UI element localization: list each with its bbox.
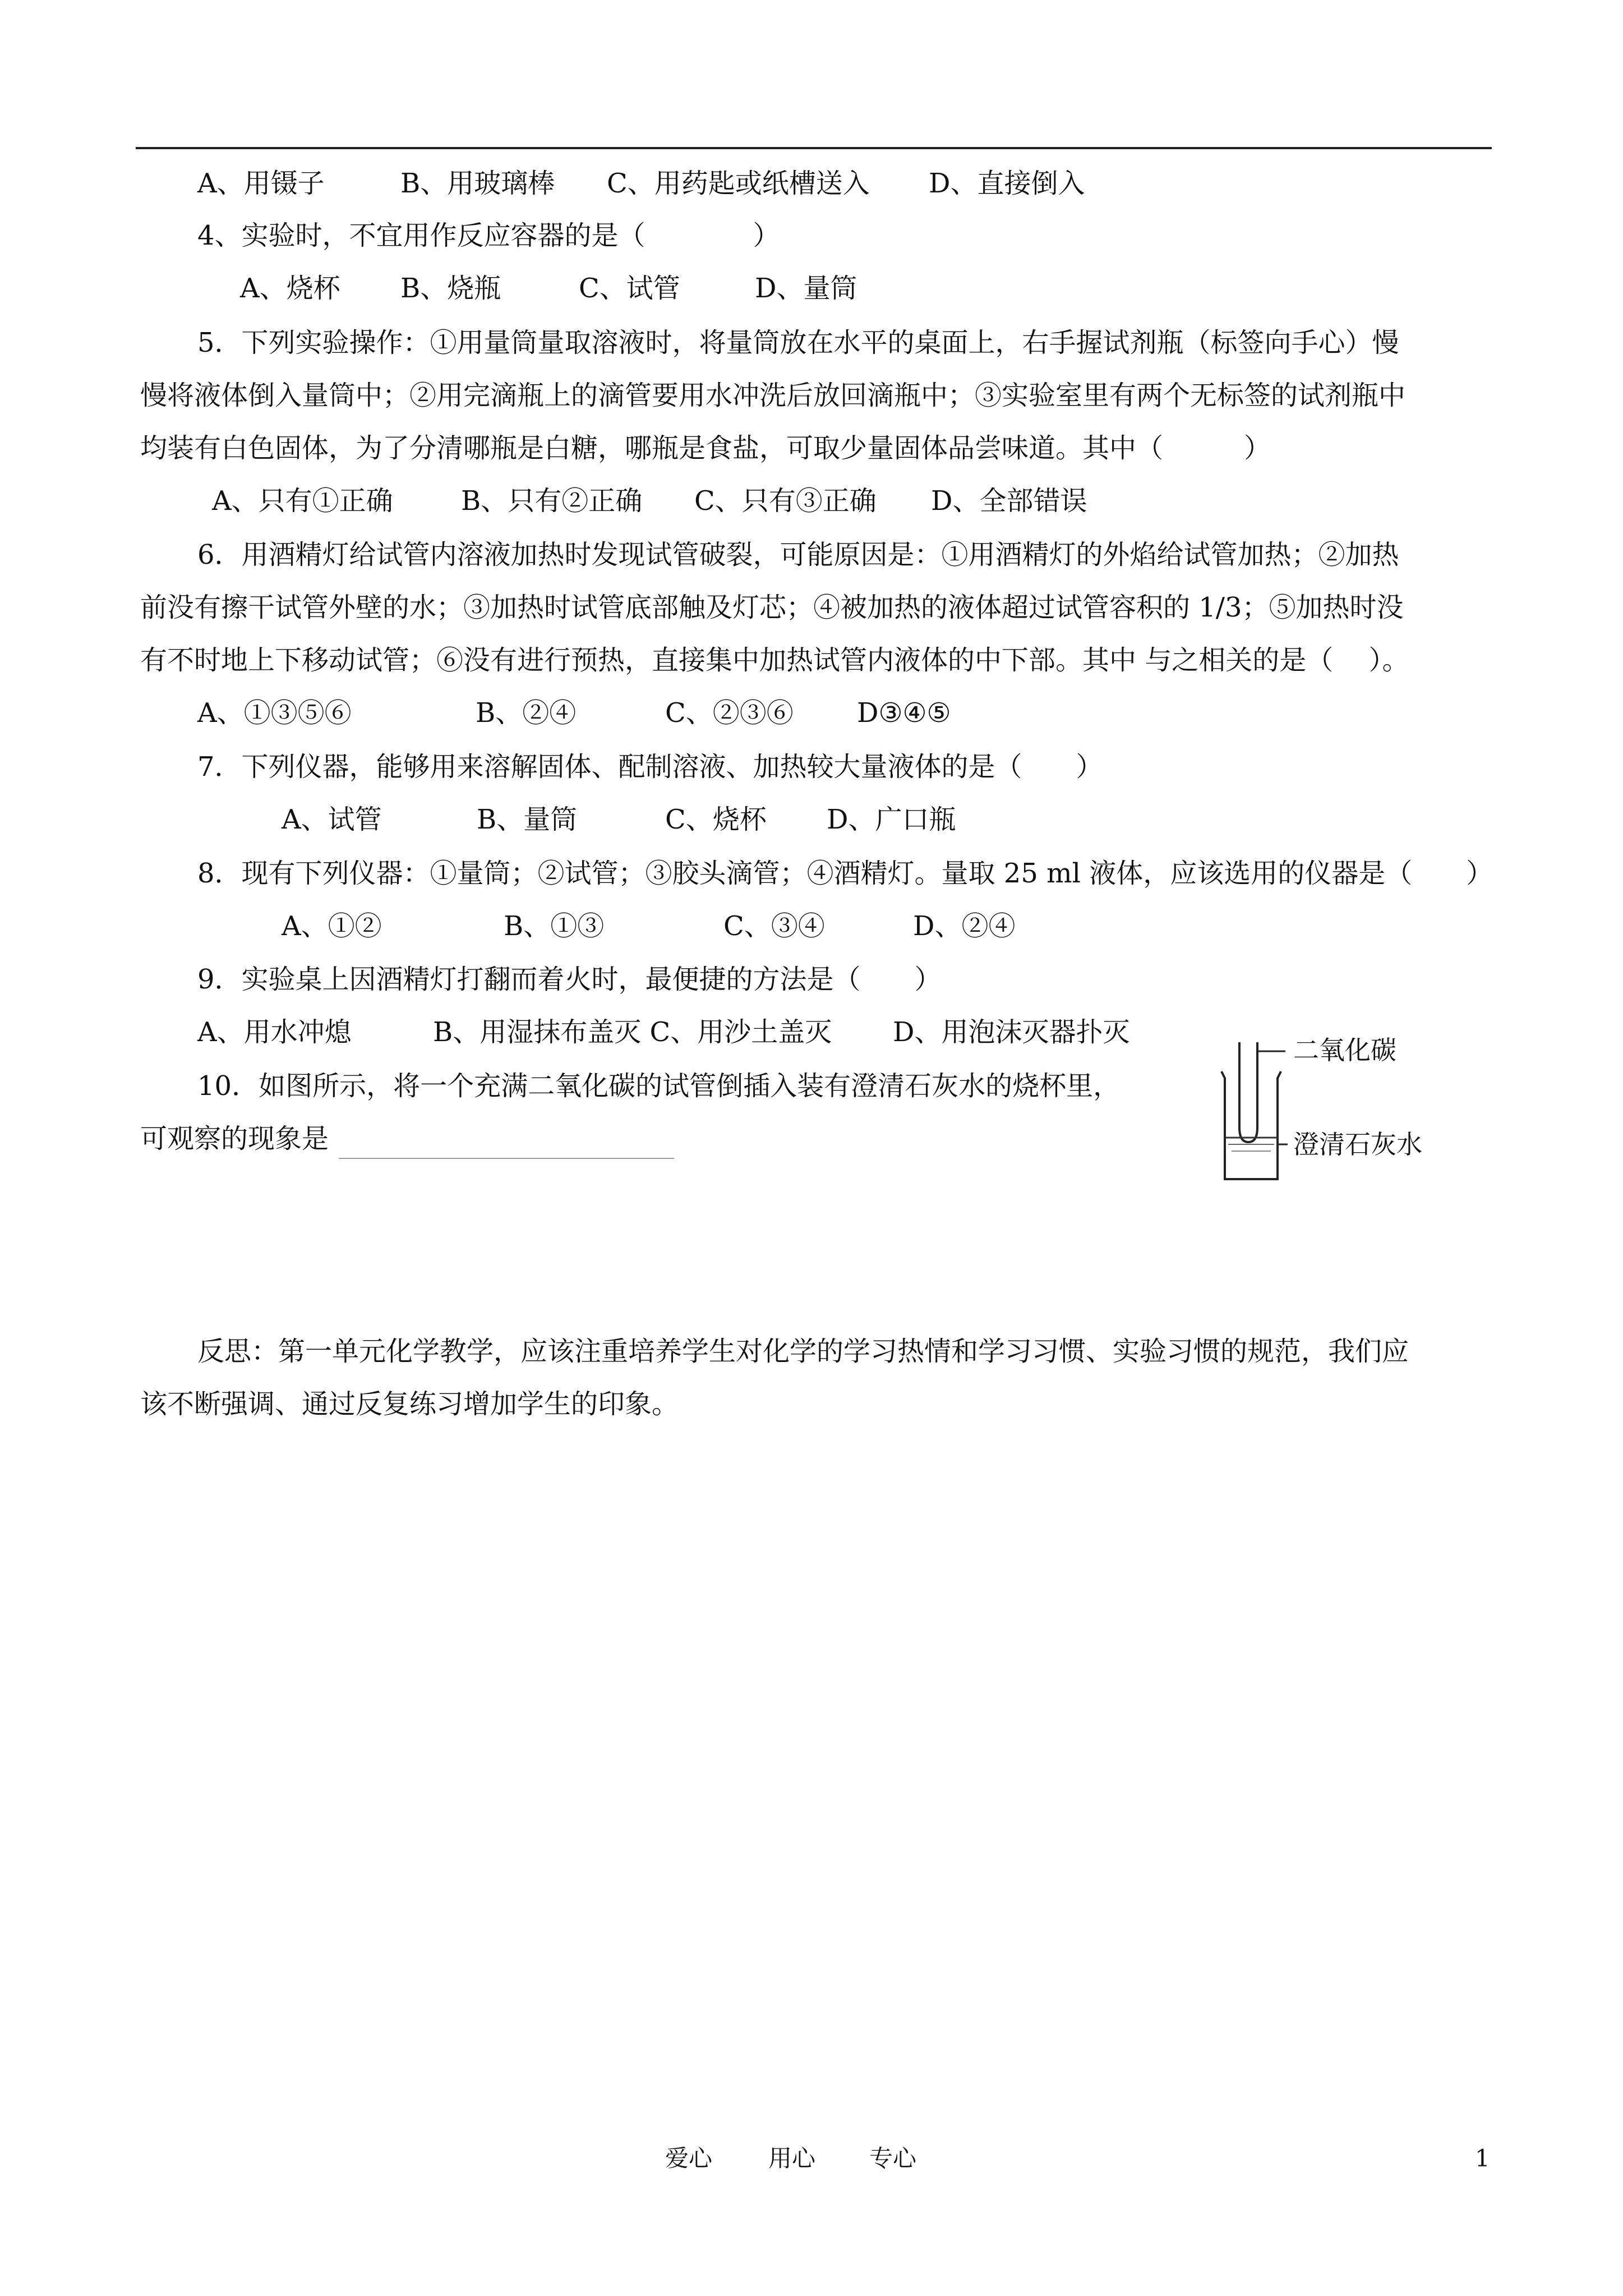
- q6-line-1: 6．用酒精灯给试管内溶液加热时发现试管破裂，可能原因是：①用酒精灯的外焰给试管加热；②加热: [197, 539, 1399, 570]
- q8-stem: 8．现有下列仪器：①量筒；②试管；③胶头滴管；④酒精灯。量取 25 ml 液体，应该选用的仪器是（ ）: [197, 858, 1493, 889]
- reflection-line-2: 该不断强调、通过反复练习增加学生的印象。: [140, 1388, 679, 1420]
- footer-motto-3: 专心: [869, 2145, 917, 2172]
- q6-option-a: A、①③⑤⑥: [197, 697, 352, 729]
- q6-line-2: 前没有擦干试管外壁的水；③加热时试管底部触及灯芯；④被加热的液体超过试管容积的 1/3；⑤加热时没: [140, 592, 1404, 623]
- q4-option-a: A、烧杯: [240, 273, 340, 304]
- header-rule: [136, 147, 1492, 149]
- q8-option-d: D、②④: [913, 910, 1016, 942]
- q5-option-b: B、只有②正确: [461, 485, 643, 517]
- q5-line-2: 慢将液体倒入量筒中；②用完滴瓶上的滴管要用水冲洗后放回滴瓶中；③实验室里有两个无标签的试剂瓶中: [140, 380, 1406, 411]
- test-tube: [1239, 1042, 1257, 1142]
- q8-option-a: A、①②: [282, 910, 382, 942]
- q4-option-b: B、烧瓶: [400, 273, 501, 304]
- q5-option-a: A、只有①正确: [212, 485, 393, 517]
- reflection-line-1: 反思：第一单元化学教学，应该注重培养学生对化学的学习热情和学习习惯、实验习惯的规范，我们应: [197, 1336, 1409, 1367]
- q6-option-d: D③④⑤: [857, 697, 951, 729]
- q7-option-b: B、量筒: [477, 804, 578, 835]
- q7-stem: 7．下列仪器，能够用来溶解固体、配制溶液、加热较大量液体的是（ ）: [197, 751, 1103, 783]
- q3-option-a: A、用镊子: [197, 168, 325, 199]
- q4-option-d: D、量筒: [755, 273, 857, 304]
- q9-option-d: D、用泡沫灭器扑灭: [893, 1016, 1130, 1048]
- q3-option-c: C、用药匙或纸槽送入: [607, 168, 870, 199]
- answer-blank: [339, 1158, 674, 1159]
- footer-motto-1: 爱心: [665, 2145, 713, 2172]
- beaker: [1221, 1071, 1281, 1179]
- q10-line-1: 10．如图所示，将一个充满二氧化碳的试管倒插入装有澄清石灰水的烧杯里，: [197, 1070, 1121, 1102]
- q4-stem: 4、实验时，不宜用作反应容器的是（ ）: [197, 220, 780, 251]
- q9-option-a: A、用水冲熄: [197, 1016, 352, 1048]
- q7-option-a: A、试管: [282, 804, 382, 835]
- q5-line-1: 5．下列实验操作：①用量筒量取溶液时，将量筒放在水平的桌面上，右手握试剂瓶（标签向手心）慢: [197, 327, 1399, 358]
- gas-label: 二氧化碳: [1293, 1035, 1396, 1065]
- q5-option-d: D、全部错误: [931, 485, 1087, 517]
- q6-option-b: B、②④: [476, 697, 577, 729]
- q6-option-c: C、②③⑥: [665, 697, 794, 729]
- q8-option-b: B、①③: [504, 910, 605, 942]
- q5-option-c: C、只有③正确: [694, 485, 877, 517]
- page-number: 1: [1475, 2145, 1490, 2172]
- liquid-label: 澄清石灰水: [1293, 1129, 1422, 1159]
- q9-option-b: B、用湿抹布盖灭 C、用沙土盖灭: [433, 1016, 832, 1048]
- q8-option-c: C、③④: [723, 910, 825, 942]
- q7-option-d: D、广口瓶: [827, 804, 956, 835]
- q7-option-c: C、烧杯: [665, 804, 767, 835]
- footer-motto-2: 用心: [768, 2145, 816, 2172]
- q3-option-d: D、直接倒入: [929, 168, 1085, 199]
- q4-option-c: C、试管: [579, 273, 680, 304]
- q3-option-b: B、用玻璃棒: [400, 168, 555, 199]
- q5-line-3: 均装有白色固体，为了分清哪瓶是白糖，哪瓶是食盐，可取少量固体品尝味道。其中（ ）: [140, 432, 1271, 464]
- q9-stem: 9．实验桌上因酒精灯打翻而着火时，最便捷的方法是（ ）: [197, 964, 942, 995]
- q10-line-2: 可观察的现象是: [140, 1123, 329, 1154]
- q6-line-3: 有不时地上下移动试管；⑥没有进行预热，直接集中加热试管内液体的中下部。其中 与之相关的是（ ）。: [140, 645, 1409, 676]
- beaker-figure: [1211, 1032, 1458, 1195]
